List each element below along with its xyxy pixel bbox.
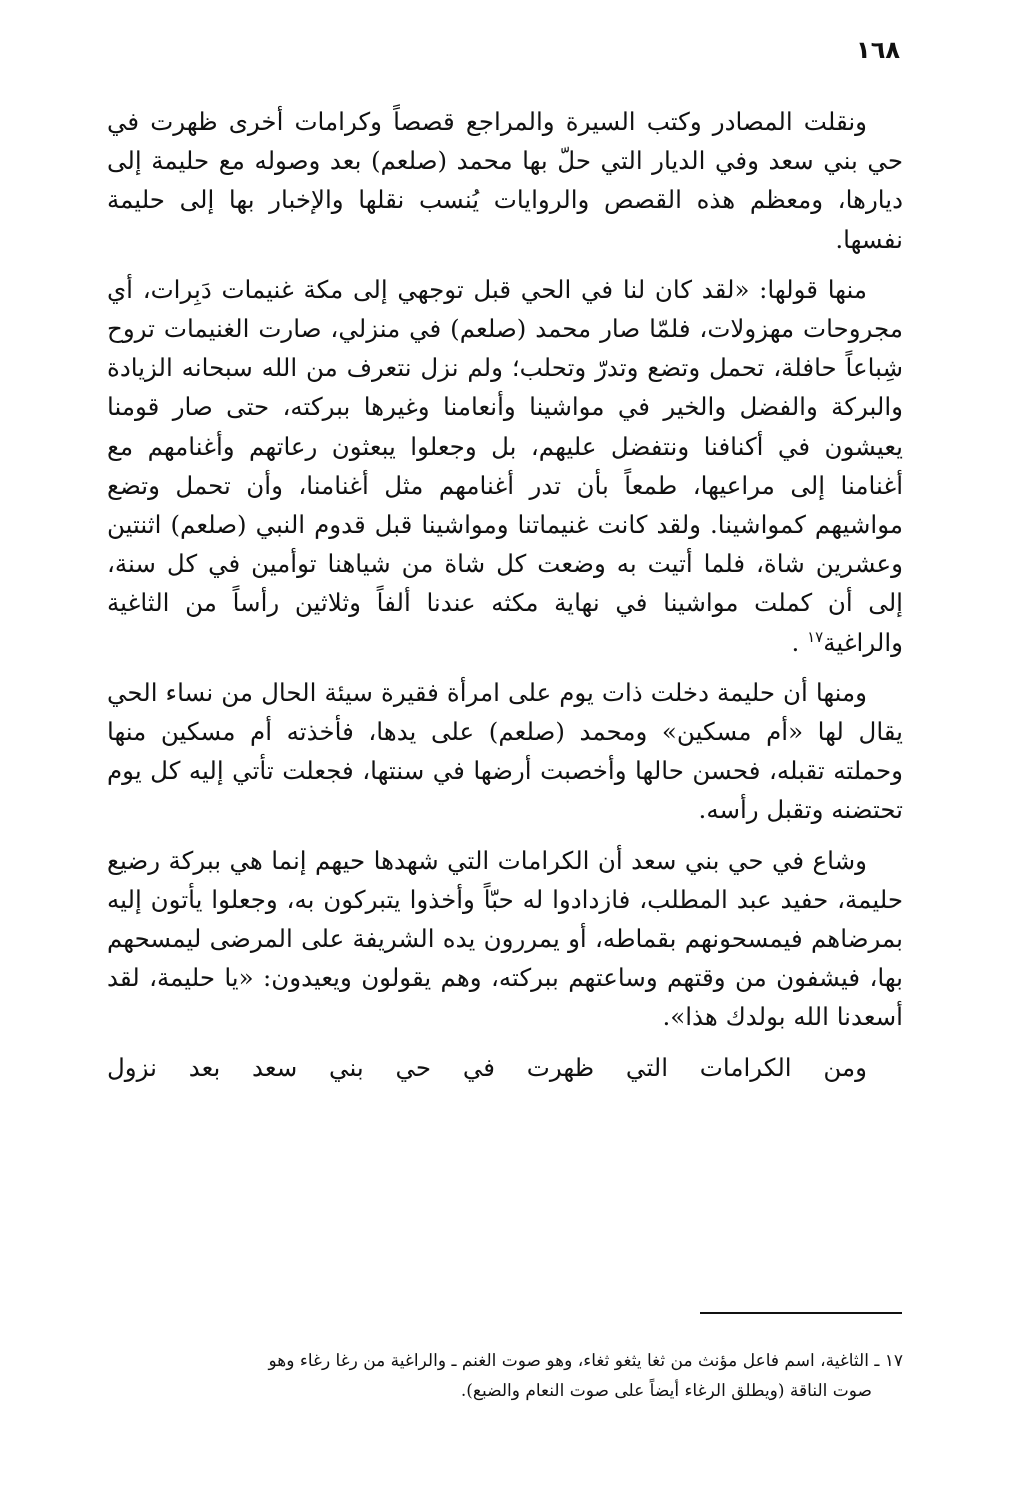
paragraph-1: ونقلت المصادر وكتب السيرة والمراجع قصصاً وكرامات أخرى ظهرت في حي بني سعد وفي الديار التي حلّ بها محمد (صلعم) بعد وصوله مع حليمة إلى ديارها، ومعظم هذه القصص والروايات يُنسب نقلها والإخبار بها إلى حليمة نفسها. xyxy=(107,107,903,254)
paragraph-2 xyxy=(107,270,903,662)
paragraph-4: وشاع في حي بني سعد أن الكرامات التي شهدها حيهم إنما هي ببركة رضيع حليمة، حفيد عبد المطلب، فازدادوا له حبّاً وأخذوا يتبركون به، وجعلوا يأتون إليه بمرضاهم فيمسحونهم بقماطه، أو يمررون يده الشريفة على المرضى ليمسحهم بها، فيشفون من وقتهم وساعتهم ببركته، وهم يقولون ويعيدون: «يا حليمة، لقد أسعدنا الله بولدك هذا». xyxy=(107,845,903,1032)
footnote-reference[interactable]: ١٧ xyxy=(807,627,824,646)
page-number: ١٦٨ xyxy=(856,36,900,64)
footnote-separator xyxy=(700,1312,902,1314)
paragraph-3: ومنها أن حليمة دخلت ذات يوم على امرأة فقيرة سيئة الحال من نساء الحي يقال لها «أم مسكين» ومحمد (صلعم) على يدها، فأخذته أم مسكين منها وحملته تقبله، فحسن حالها وأخصبت أرضها في سنتها، فجعلت تأتي إليه كل يوم تحتضنه وتقبل رأسه. xyxy=(107,677,903,825)
paragraph-5: ومن الكرامات التي ظهرت في حي بني سعد بعد نزول xyxy=(107,1052,867,1082)
footnote xyxy=(107,1346,903,1406)
footnote-line-2: صوت الناقة (ويطلق الرغاء أيضاً على صوت النعام والضبع). xyxy=(460,1381,872,1401)
footnote-line-1: ١٧ ـ الثاغية، اسم فاعل مؤنث من ثغا يثغو ثغاء، وهو صوت الغنم ـ والراغية من رغا رغاء وهو xyxy=(268,1351,903,1371)
body-text xyxy=(107,102,903,1098)
paragraph-2-text: منها قولها: «لقد كان لنا في الحي قبل توجهي إلى مكة غنيمات دَبِرات، أي مجروحات مهزولات، فلمّا صار محمد (صلعم) في منزلي، صارت الغنيمات تروح شِباعاً حافلة، تحمل وتضع وتدرّ وتحلب؛ ولم نزل نتعرف من الله سبحانه الزيادة والبركة والفضل والخير في مواشينا وأنعامنا وغيرها ببركته، حتى صار قومنا يعيشون في أكنافنا ونتفضل عليهم، بل وجعلوا يبعثون رعاتهم وأغنامهم مع أغنامنا إلى مراعيها، طمعاً بأن تدر أغنامهم مثل أغنامنا، وأن تحمل وتضع مواشيهم كمواشينا. ولقد كانت غنيماتنا ومواشينا قبل قدوم النبي (صلعم) اثنتين وعشرين شاة، فلما أتيت به وضعت كل شاة من شياهنا توأمين في كل سنة، إلى أن كملت مواشينا في نهاية مكثه عندنا ألفاً وثلاثين رأساً من الثاغية والراغية xyxy=(107,274,903,657)
paragraph-2-tail: . xyxy=(791,627,800,657)
